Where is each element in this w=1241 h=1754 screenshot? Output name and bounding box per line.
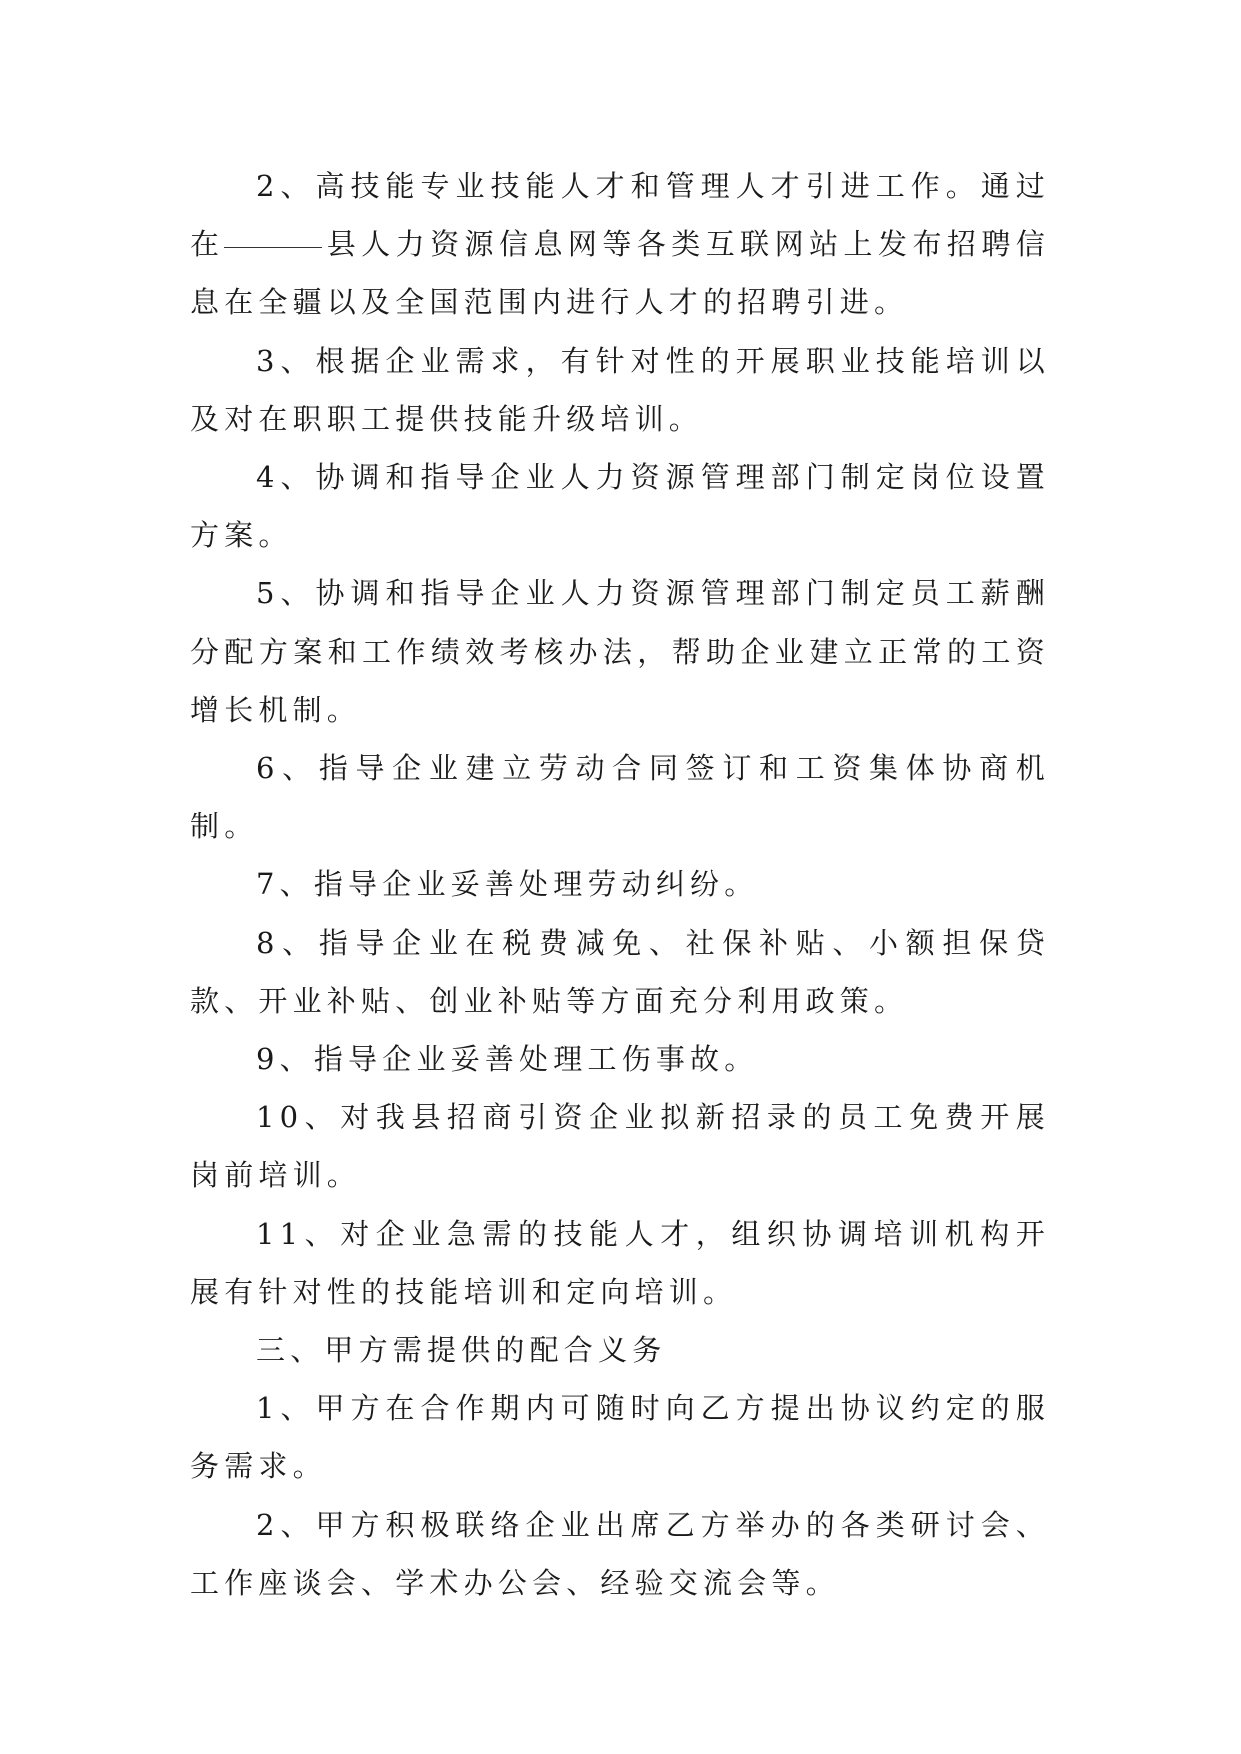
paragraph-item-4: 4、协调和指导企业人力资源管理部门制定岗位设置方案。 — [190, 460, 1050, 553]
paragraph-obligation-2: 2、甲方积极联络企业出席乙方举办的各类研讨会、工作座谈会、学术办公会、经验交流会等。 — [190, 1507, 1050, 1600]
paragraph-item-10: 10、对我县招商引资企业拟新招录的员工免费开展岗前培训。 — [190, 1100, 1050, 1193]
paragraph-obligation-1: 1、甲方在合作期内可随时向乙方提出协议约定的服务需求。 — [190, 1391, 1050, 1484]
paragraph-item-3: 3、根据企业需求，有针对性的开展职业技能培训以及对在职职工提供技能升级培训。 — [190, 343, 1050, 436]
paragraph-item-7: 7、指导企业妥善处理劳动纠纷。 — [256, 867, 759, 902]
paragraph-item-6: 6、指导企业建立劳动合同签订和工资集体协商机制。 — [190, 751, 1050, 844]
section-heading-3: 三、甲方需提供的配合义务 — [256, 1333, 667, 1368]
paragraph-item-8: 8、指导企业在税费减免、社保补贴、小额担保贷款、开业补贴、创业补贴等方面充分利用政策。 — [190, 925, 1050, 1018]
document-body — [190, 157, 1050, 1612]
paragraph-item-9: 9、指导企业妥善处理工伤事故。 — [256, 1042, 759, 1077]
paragraph-text: 2、高技能专业技能人才和管理人才引进工作。通过在 — [190, 169, 1050, 262]
paragraph-item-2-talent-recruitment — [190, 157, 1050, 332]
paragraph-item-11: 11、对企业急需的技能人才，组织协调培训机构开展有针对性的技能培训和定向培训。 — [190, 1216, 1050, 1309]
paragraph-item-5: 5、协调和指导企业人力资源管理部门制定员工薪酬分配方案和工作绩效考核办法，帮助企业建立正常的工资增长机制。 — [190, 576, 1050, 727]
fill-in-blank — [224, 246, 322, 248]
paragraph-text-continued: 县人力资源信息网等各类互联网站上发布招聘信息在全疆以及全国范围内进行人才的招聘引进。 — [190, 227, 1051, 320]
